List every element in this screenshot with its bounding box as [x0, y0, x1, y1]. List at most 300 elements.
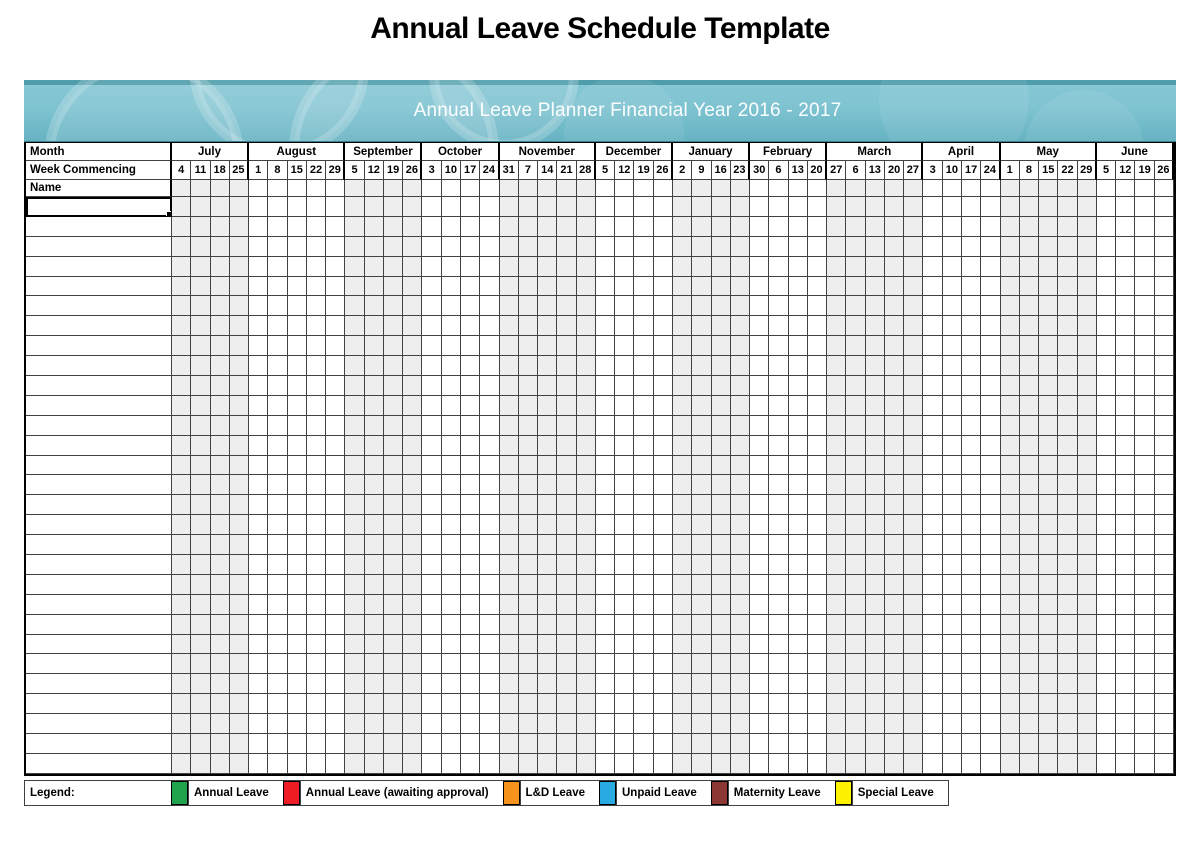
leave-cell[interactable] [1001, 475, 1020, 495]
leave-cell[interactable] [846, 495, 865, 515]
leave-cell[interactable] [211, 734, 230, 754]
leave-cell[interactable] [365, 356, 384, 376]
leave-cell[interactable] [750, 456, 769, 476]
leave-cell[interactable] [923, 615, 942, 635]
leave-cell[interactable] [480, 635, 499, 655]
leave-cell[interactable] [1078, 376, 1097, 396]
leave-cell[interactable] [230, 754, 249, 774]
leave-cell[interactable] [422, 754, 441, 774]
leave-cell[interactable] [519, 575, 538, 595]
leave-cell[interactable] [422, 515, 441, 535]
leave-cell[interactable] [442, 296, 461, 316]
leave-cell[interactable] [172, 197, 191, 217]
leave-cell[interactable] [596, 654, 615, 674]
leave-cell[interactable] [827, 316, 846, 336]
leave-cell[interactable] [1039, 575, 1058, 595]
leave-cell[interactable] [557, 217, 576, 237]
leave-cell[interactable] [769, 754, 788, 774]
leave-cell[interactable] [230, 654, 249, 674]
leave-cell[interactable] [962, 356, 981, 376]
leave-cell[interactable] [654, 635, 673, 655]
leave-cell[interactable] [345, 575, 364, 595]
leave-cell[interactable] [345, 595, 364, 615]
leave-cell[interactable] [654, 356, 673, 376]
leave-cell[interactable] [885, 575, 904, 595]
leave-cell[interactable] [731, 436, 750, 456]
leave-cell[interactable] [345, 654, 364, 674]
leave-cell[interactable] [923, 416, 942, 436]
leave-cell[interactable] [1078, 336, 1097, 356]
leave-cell[interactable] [307, 575, 326, 595]
leave-cell[interactable] [422, 316, 441, 336]
leave-cell[interactable] [1078, 277, 1097, 297]
leave-cell[interactable] [557, 436, 576, 456]
leave-cell[interactable] [461, 376, 480, 396]
leave-cell[interactable] [384, 615, 403, 635]
leave-cell[interactable] [615, 615, 634, 635]
leave-cell[interactable] [1039, 356, 1058, 376]
leave-cell[interactable] [1058, 595, 1077, 615]
leave-cell[interactable] [654, 714, 673, 734]
leave-cell[interactable] [1116, 575, 1135, 595]
leave-cell[interactable] [268, 515, 287, 535]
leave-cell[interactable] [846, 316, 865, 336]
leave-cell[interactable] [789, 197, 808, 217]
leave-cell[interactable] [500, 515, 519, 535]
leave-cell[interactable] [712, 615, 731, 635]
leave-cell[interactable] [249, 376, 268, 396]
leave-cell[interactable] [230, 674, 249, 694]
name-cell[interactable] [26, 217, 172, 237]
leave-cell[interactable] [846, 257, 865, 277]
leave-cell[interactable] [500, 734, 519, 754]
leave-cell[interactable] [904, 356, 923, 376]
leave-cell[interactable] [1078, 535, 1097, 555]
leave-cell[interactable] [654, 495, 673, 515]
leave-cell[interactable] [769, 674, 788, 694]
leave-cell[interactable] [403, 436, 422, 456]
leave-cell[interactable] [345, 535, 364, 555]
leave-cell[interactable] [480, 674, 499, 694]
leave-cell[interactable] [1116, 515, 1135, 535]
leave-cell[interactable] [500, 436, 519, 456]
leave-cell[interactable] [904, 475, 923, 495]
leave-cell[interactable] [480, 316, 499, 336]
leave-cell[interactable] [172, 635, 191, 655]
leave-cell[interactable] [461, 615, 480, 635]
leave-cell[interactable] [288, 694, 307, 714]
leave-cell[interactable] [211, 475, 230, 495]
leave-cell[interactable] [1058, 615, 1077, 635]
leave-cell[interactable] [846, 754, 865, 774]
leave-cell[interactable] [1135, 456, 1154, 476]
leave-cell[interactable] [268, 495, 287, 515]
leave-cell[interactable] [789, 694, 808, 714]
leave-cell[interactable] [1058, 356, 1077, 376]
leave-cell[interactable] [384, 654, 403, 674]
leave-cell[interactable] [654, 197, 673, 217]
leave-cell[interactable] [249, 694, 268, 714]
leave-cell[interactable] [230, 416, 249, 436]
leave-cell[interactable] [981, 515, 1000, 535]
leave-cell[interactable] [673, 595, 692, 615]
leave-cell[interactable] [808, 635, 827, 655]
leave-cell[interactable] [943, 257, 962, 277]
leave-cell[interactable] [981, 734, 1000, 754]
leave-cell[interactable] [403, 356, 422, 376]
leave-cell[interactable] [384, 674, 403, 694]
leave-cell[interactable] [981, 475, 1000, 495]
name-cell[interactable] [26, 257, 172, 277]
leave-cell[interactable] [191, 416, 210, 436]
leave-cell[interactable] [403, 376, 422, 396]
leave-cell[interactable] [500, 754, 519, 774]
leave-cell[interactable] [904, 436, 923, 456]
leave-cell[interactable] [1097, 754, 1116, 774]
leave-cell[interactable] [577, 396, 596, 416]
leave-cell[interactable] [634, 654, 653, 674]
leave-cell[interactable] [500, 396, 519, 416]
leave-cell[interactable] [268, 416, 287, 436]
leave-cell[interactable] [1058, 475, 1077, 495]
leave-cell[interactable] [1116, 197, 1135, 217]
leave-cell[interactable] [365, 296, 384, 316]
leave-cell[interactable] [422, 456, 441, 476]
leave-cell[interactable] [943, 296, 962, 316]
leave-cell[interactable] [326, 336, 345, 356]
leave-cell[interactable] [981, 376, 1000, 396]
leave-cell[interactable] [461, 316, 480, 336]
leave-cell[interactable] [288, 515, 307, 535]
leave-cell[interactable] [191, 595, 210, 615]
leave-cell[interactable] [981, 416, 1000, 436]
leave-cell[interactable] [962, 754, 981, 774]
leave-cell[interactable] [172, 436, 191, 456]
leave-cell[interactable] [403, 595, 422, 615]
leave-cell[interactable] [731, 734, 750, 754]
leave-cell[interactable] [846, 635, 865, 655]
leave-cell[interactable] [943, 436, 962, 456]
leave-cell[interactable] [962, 575, 981, 595]
name-cell[interactable] [26, 456, 172, 476]
leave-cell[interactable] [384, 595, 403, 615]
leave-cell[interactable] [692, 515, 711, 535]
leave-cell[interactable] [1058, 575, 1077, 595]
leave-cell[interactable] [981, 217, 1000, 237]
leave-cell[interactable] [1020, 376, 1039, 396]
leave-cell[interactable] [249, 396, 268, 416]
leave-cell[interactable] [654, 734, 673, 754]
leave-cell[interactable] [866, 734, 885, 754]
leave-cell[interactable] [1135, 436, 1154, 456]
leave-cell[interactable] [288, 654, 307, 674]
leave-cell[interactable] [1039, 396, 1058, 416]
leave-cell[interactable] [943, 475, 962, 495]
leave-cell[interactable] [442, 237, 461, 257]
leave-cell[interactable] [769, 694, 788, 714]
leave-cell[interactable] [981, 197, 1000, 217]
leave-cell[interactable] [1020, 296, 1039, 316]
leave-cell[interactable] [885, 237, 904, 257]
leave-cell[interactable] [789, 376, 808, 396]
leave-cell[interactable] [962, 416, 981, 436]
leave-cell[interactable] [1058, 376, 1077, 396]
leave-cell[interactable] [442, 635, 461, 655]
leave-cell[interactable] [403, 475, 422, 495]
leave-cell[interactable] [731, 356, 750, 376]
leave-cell[interactable] [480, 396, 499, 416]
leave-cell[interactable] [789, 515, 808, 535]
leave-cell[interactable] [866, 475, 885, 495]
leave-cell[interactable] [1020, 277, 1039, 297]
leave-cell[interactable] [288, 456, 307, 476]
leave-cell[interactable] [1039, 316, 1058, 336]
leave-cell[interactable] [191, 615, 210, 635]
leave-cell[interactable] [981, 316, 1000, 336]
leave-cell[interactable] [769, 396, 788, 416]
leave-cell[interactable] [923, 674, 942, 694]
leave-cell[interactable] [615, 376, 634, 396]
leave-cell[interactable] [885, 615, 904, 635]
leave-cell[interactable] [519, 456, 538, 476]
leave-cell[interactable] [172, 475, 191, 495]
leave-cell[interactable] [191, 654, 210, 674]
leave-cell[interactable] [634, 714, 653, 734]
leave-cell[interactable] [365, 277, 384, 297]
leave-cell[interactable] [596, 356, 615, 376]
leave-cell[interactable] [904, 714, 923, 734]
name-cell[interactable] [26, 416, 172, 436]
leave-cell[interactable] [692, 376, 711, 396]
leave-cell[interactable] [1039, 217, 1058, 237]
leave-cell[interactable] [172, 396, 191, 416]
leave-cell[interactable] [307, 436, 326, 456]
leave-cell[interactable] [480, 336, 499, 356]
leave-cell[interactable] [403, 316, 422, 336]
leave-cell[interactable] [750, 734, 769, 754]
leave-cell[interactable] [1058, 316, 1077, 336]
leave-cell[interactable] [634, 456, 653, 476]
leave-cell[interactable] [943, 396, 962, 416]
leave-cell[interactable] [654, 694, 673, 714]
leave-cell[interactable] [500, 535, 519, 555]
leave-cell[interactable] [712, 555, 731, 575]
leave-cell[interactable] [654, 595, 673, 615]
leave-cell[interactable] [191, 635, 210, 655]
leave-cell[interactable] [538, 615, 557, 635]
leave-cell[interactable] [750, 197, 769, 217]
leave-cell[interactable] [654, 436, 673, 456]
leave-cell[interactable] [1097, 714, 1116, 734]
leave-cell[interactable] [577, 714, 596, 734]
leave-cell[interactable] [191, 674, 210, 694]
leave-cell[interactable] [480, 296, 499, 316]
leave-cell[interactable] [519, 416, 538, 436]
leave-cell[interactable] [557, 575, 576, 595]
leave-cell[interactable] [1058, 654, 1077, 674]
leave-cell[interactable] [1020, 595, 1039, 615]
leave-cell[interactable] [904, 515, 923, 535]
leave-cell[interactable] [211, 197, 230, 217]
leave-cell[interactable] [480, 575, 499, 595]
leave-cell[interactable] [615, 475, 634, 495]
leave-cell[interactable] [307, 734, 326, 754]
leave-cell[interactable] [673, 296, 692, 316]
leave-cell[interactable] [1039, 336, 1058, 356]
leave-cell[interactable] [923, 575, 942, 595]
leave-cell[interactable] [288, 277, 307, 297]
leave-cell[interactable] [211, 436, 230, 456]
leave-cell[interactable] [885, 376, 904, 396]
leave-cell[interactable] [461, 416, 480, 436]
leave-cell[interactable] [230, 615, 249, 635]
leave-cell[interactable] [345, 555, 364, 575]
name-cell[interactable] [26, 515, 172, 535]
leave-cell[interactable] [769, 436, 788, 456]
leave-cell[interactable] [1135, 654, 1154, 674]
leave-cell[interactable] [731, 475, 750, 495]
leave-cell[interactable] [846, 535, 865, 555]
name-cell[interactable] [26, 714, 172, 734]
leave-cell[interactable] [846, 654, 865, 674]
leave-cell[interactable] [538, 714, 557, 734]
leave-cell[interactable] [480, 356, 499, 376]
leave-cell[interactable] [557, 376, 576, 396]
leave-cell[interactable] [191, 396, 210, 416]
leave-cell[interactable] [634, 535, 653, 555]
leave-cell[interactable] [923, 376, 942, 396]
leave-cell[interactable] [1155, 257, 1174, 277]
leave-cell[interactable] [692, 257, 711, 277]
leave-cell[interactable] [172, 654, 191, 674]
leave-cell[interactable] [172, 257, 191, 277]
leave-cell[interactable] [1020, 495, 1039, 515]
leave-cell[interactable] [654, 217, 673, 237]
leave-cell[interactable] [943, 456, 962, 476]
leave-cell[interactable] [1039, 237, 1058, 257]
leave-cell[interactable] [1135, 674, 1154, 694]
leave-cell[interactable] [789, 296, 808, 316]
leave-cell[interactable] [634, 615, 653, 635]
leave-cell[interactable] [981, 595, 1000, 615]
leave-cell[interactable] [904, 396, 923, 416]
leave-cell[interactable] [769, 734, 788, 754]
leave-cell[interactable] [904, 635, 923, 655]
leave-cell[interactable] [615, 654, 634, 674]
leave-cell[interactable] [673, 615, 692, 635]
leave-cell[interactable] [538, 575, 557, 595]
leave-cell[interactable] [692, 316, 711, 336]
leave-cell[interactable] [1039, 436, 1058, 456]
leave-cell[interactable] [211, 654, 230, 674]
leave-cell[interactable] [191, 296, 210, 316]
leave-cell[interactable] [288, 416, 307, 436]
leave-cell[interactable] [422, 714, 441, 734]
leave-cell[interactable] [943, 336, 962, 356]
leave-cell[interactable] [827, 257, 846, 277]
leave-cell[interactable] [615, 495, 634, 515]
leave-cell[interactable] [249, 714, 268, 734]
leave-cell[interactable] [519, 615, 538, 635]
leave-cell[interactable] [885, 714, 904, 734]
leave-cell[interactable] [365, 694, 384, 714]
leave-cell[interactable] [1039, 535, 1058, 555]
leave-cell[interactable] [384, 515, 403, 535]
leave-cell[interactable] [422, 575, 441, 595]
leave-cell[interactable] [596, 714, 615, 734]
leave-cell[interactable] [789, 475, 808, 495]
leave-cell[interactable] [923, 456, 942, 476]
leave-cell[interactable] [750, 754, 769, 774]
leave-cell[interactable] [538, 535, 557, 555]
leave-cell[interactable] [943, 635, 962, 655]
leave-cell[interactable] [615, 296, 634, 316]
leave-cell[interactable] [750, 316, 769, 336]
leave-cell[interactable] [1058, 754, 1077, 774]
leave-cell[interactable] [519, 674, 538, 694]
leave-cell[interactable] [885, 316, 904, 336]
leave-cell[interactable] [1097, 237, 1116, 257]
leave-cell[interactable] [1155, 237, 1174, 257]
leave-cell[interactable] [577, 754, 596, 774]
leave-cell[interactable] [692, 217, 711, 237]
leave-cell[interactable] [384, 475, 403, 495]
leave-cell[interactable] [577, 654, 596, 674]
leave-cell[interactable] [1058, 734, 1077, 754]
leave-cell[interactable] [634, 336, 653, 356]
leave-cell[interactable] [1116, 694, 1135, 714]
leave-cell[interactable] [172, 296, 191, 316]
leave-cell[interactable] [191, 336, 210, 356]
leave-cell[interactable] [885, 595, 904, 615]
leave-cell[interactable] [172, 734, 191, 754]
leave-cell[interactable] [268, 456, 287, 476]
leave-cell[interactable] [1039, 495, 1058, 515]
leave-cell[interactable] [326, 595, 345, 615]
leave-cell[interactable] [981, 336, 1000, 356]
leave-cell[interactable] [211, 495, 230, 515]
leave-cell[interactable] [480, 277, 499, 297]
leave-cell[interactable] [1097, 277, 1116, 297]
leave-cell[interactable] [750, 595, 769, 615]
leave-cell[interactable] [1058, 555, 1077, 575]
leave-cell[interactable] [577, 217, 596, 237]
leave-cell[interactable] [538, 356, 557, 376]
leave-cell[interactable] [211, 257, 230, 277]
leave-cell[interactable] [866, 396, 885, 416]
leave-cell[interactable] [365, 754, 384, 774]
leave-cell[interactable] [365, 416, 384, 436]
leave-cell[interactable] [904, 277, 923, 297]
leave-cell[interactable] [442, 495, 461, 515]
leave-cell[interactable] [827, 336, 846, 356]
leave-cell[interactable] [1039, 277, 1058, 297]
leave-cell[interactable] [461, 754, 480, 774]
leave-cell[interactable] [673, 734, 692, 754]
selected-name-cell[interactable] [26, 197, 172, 217]
leave-cell[interactable] [634, 416, 653, 436]
leave-cell[interactable] [442, 714, 461, 734]
leave-cell[interactable] [307, 316, 326, 336]
leave-cell[interactable] [731, 316, 750, 336]
leave-cell[interactable] [268, 654, 287, 674]
leave-cell[interactable] [442, 674, 461, 694]
leave-cell[interactable] [1001, 515, 1020, 535]
leave-cell[interactable] [268, 197, 287, 217]
leave-cell[interactable] [712, 654, 731, 674]
leave-cell[interactable] [288, 635, 307, 655]
leave-cell[interactable] [1078, 436, 1097, 456]
